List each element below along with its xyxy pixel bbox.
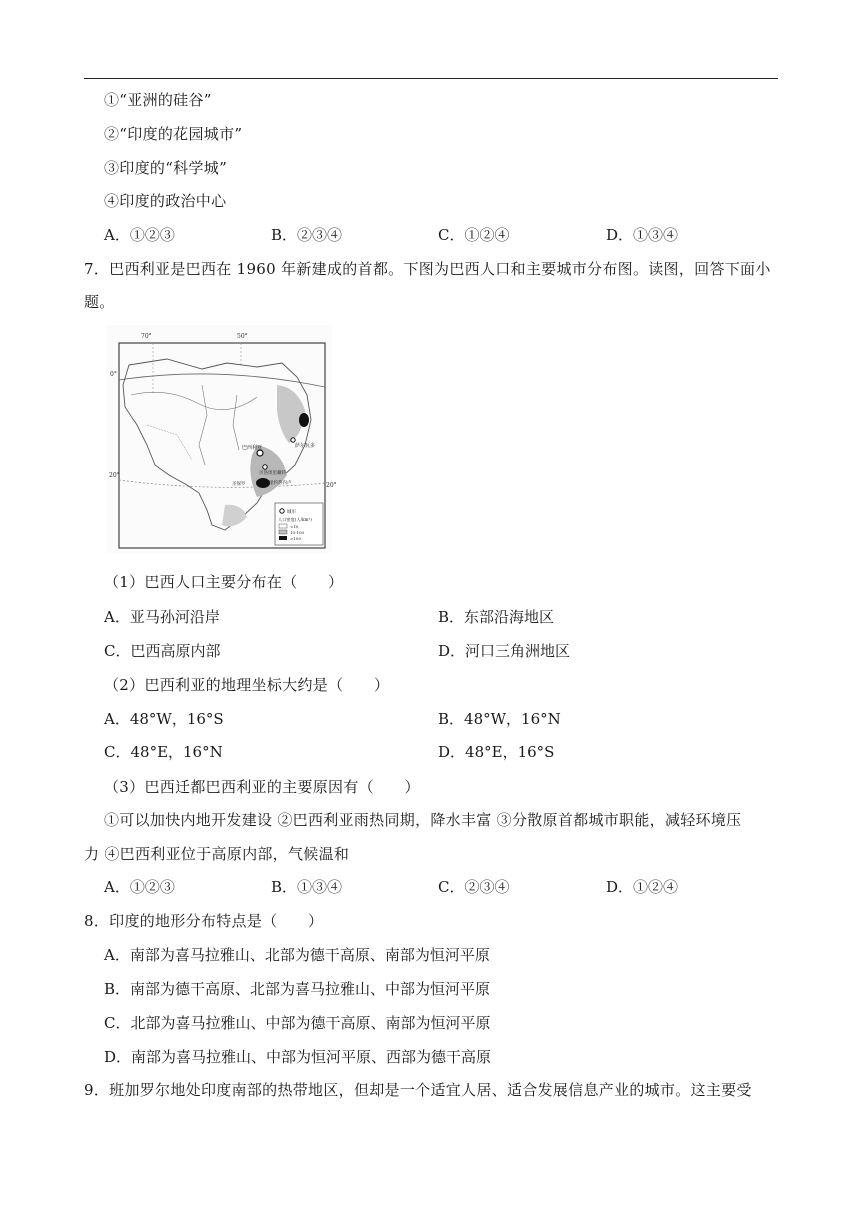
city-sao-label: 圣保罗 xyxy=(232,482,246,487)
city-belo-marker xyxy=(263,465,267,469)
q9-stem-line1: 9．班加罗尔地处印度南部的热带地区，但却是一个适宜人居、适合发展信息产业的城市。这主要受 xyxy=(84,1081,752,1099)
city-brasilia-label: 巴西利亚 xyxy=(242,445,263,451)
brazil-population-map xyxy=(107,325,337,553)
q6-item-2: ②“印度的花园城市” xyxy=(104,125,243,143)
q6-item-4: ④印度的政治中心 xyxy=(104,192,227,210)
q8-option-d[interactable]: D．南部为喜马拉雅山、中部为恒河平原、西部为德干高原 xyxy=(104,1048,492,1066)
q7-sub3-option-b[interactable]: B．①③④ xyxy=(271,878,343,896)
lat-0-label: 0° xyxy=(110,371,117,378)
lon-50-label: 50° xyxy=(237,333,248,340)
q7-stem-line1: 7．巴西利亚是巴西在 1960 年新建成的首都。下图为巴西人口和主要城市分布图。读图，回答下面小 xyxy=(84,260,771,278)
q7-sub2-option-c[interactable]: C．48°E，16°N xyxy=(104,743,223,761)
city-belo-label: 贝洛奥里藏特 xyxy=(259,471,286,476)
q7-sub1-option-d[interactable]: D．河口三角洲地区 xyxy=(438,642,571,660)
q8-option-b[interactable]: B．南部为德干高原、北部为喜马拉雅山、中部为恒河平原 xyxy=(104,980,491,998)
legend-high: >100 xyxy=(290,536,301,541)
q8-option-c[interactable]: C．北部为喜马拉雅山、中部为德干高原、南部为恒河平原 xyxy=(104,1014,491,1032)
legend-low: <10 xyxy=(290,524,299,529)
q8-option-a[interactable]: A．南部为喜马拉雅山、北部为德干高原、南部为恒河平原 xyxy=(104,946,490,964)
density-high-recife xyxy=(299,413,309,427)
q7-stem-line2: 题。 xyxy=(84,293,115,311)
q6-option-d[interactable]: D．①③④ xyxy=(606,226,679,244)
lat-20-label: 20° xyxy=(109,472,120,479)
density-high-saopaulo xyxy=(256,478,270,488)
q7-sub3-stem: （3）巴西迁都巴西利亚的主要原因有（ ） xyxy=(104,778,420,796)
legend-mid: 10-100 xyxy=(290,530,305,535)
legend-city-label: 城市 xyxy=(287,510,296,515)
q7-sub3-body-line1: ①可以加快内地开发建设 ②巴西利亚雨热同期，降水丰富 ③分散原首都城市职能，减轻环境压 xyxy=(104,811,742,829)
q8-stem: 8．印度的地形分布特点是（ ） xyxy=(84,912,324,930)
q6-option-b[interactable]: B．②③④ xyxy=(271,226,343,244)
city-salvador-label: 萨尔瓦多 xyxy=(295,443,316,449)
q7-sub2-stem: （2）巴西利亚的地理坐标大约是（ ） xyxy=(104,676,390,694)
q6-item-1: ①“亚洲的硅谷” xyxy=(104,91,212,109)
header-rule xyxy=(84,78,778,79)
q7-sub2-option-b[interactable]: B．48°W，16°N xyxy=(438,710,561,728)
q7-sub3-option-d[interactable]: D．①②④ xyxy=(606,878,679,896)
q7-sub2-option-a[interactable]: A．48°W，16°S xyxy=(104,710,224,728)
city-salvador-marker xyxy=(291,438,295,442)
q7-sub3-body-line2: 力 ④巴西利亚位于高原内部，气候温和 xyxy=(84,845,350,863)
q7-sub3-option-c[interactable]: C．②③④ xyxy=(438,878,510,896)
legend-title: 人口密度(人/km²) xyxy=(278,517,312,522)
q6-option-c[interactable]: C．①②④ xyxy=(438,226,510,244)
lon-70-label: 70° xyxy=(141,333,152,340)
q7-sub3-option-a[interactable]: A．①②③ xyxy=(104,878,175,896)
q6-item-3: ③印度的“科学城” xyxy=(104,159,228,177)
q7-sub1-option-c[interactable]: C．巴西高原内部 xyxy=(104,642,221,660)
city-rio-label: 里约热内卢 xyxy=(269,481,292,486)
q7-sub1-option-a[interactable]: A．亚马孙河沿岸 xyxy=(104,608,220,626)
lat-20-right-label: 20° xyxy=(326,482,337,489)
q6-option-a[interactable]: A．①②③ xyxy=(104,226,175,244)
q7-sub1-option-b[interactable]: B．东部沿海地区 xyxy=(438,608,555,626)
q7-sub1-stem: （1）巴西人口主要分布在（ ） xyxy=(104,573,344,591)
q7-sub2-option-d[interactable]: D．48°E，16°S xyxy=(438,743,555,761)
